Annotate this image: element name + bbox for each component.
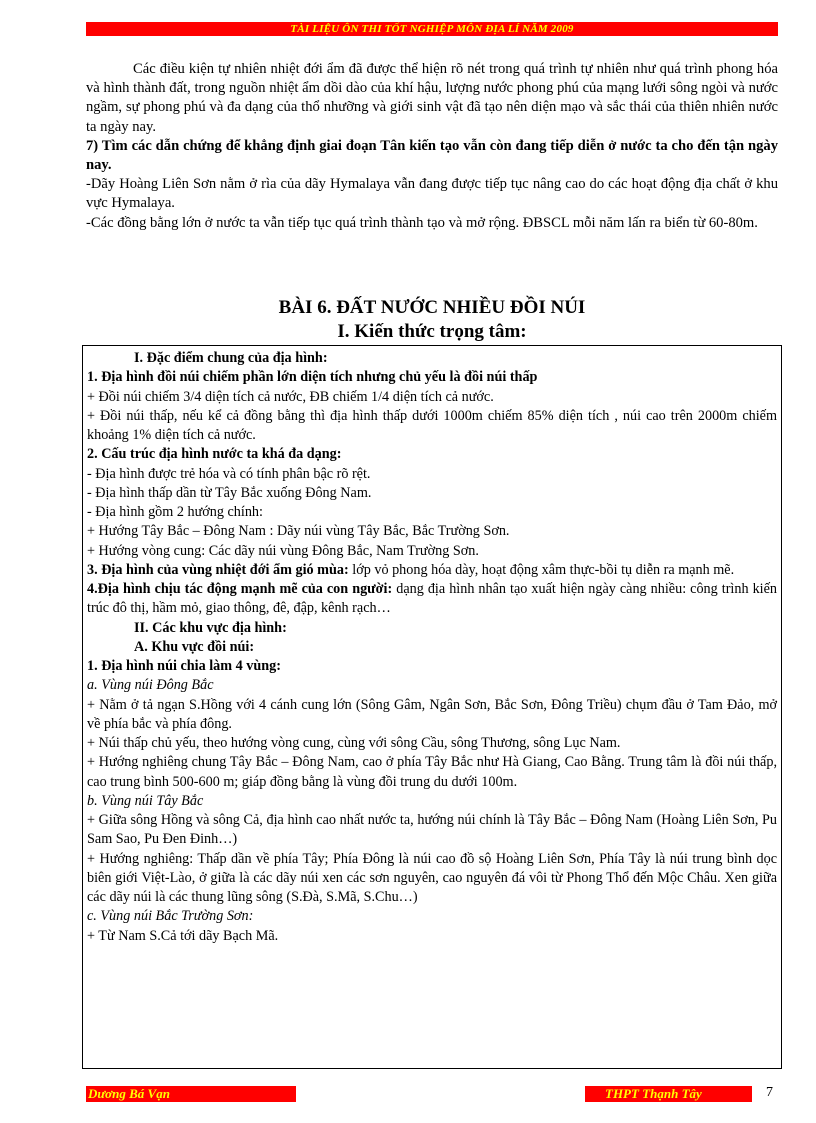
heading-mountain-area: A. Khu vực đồi núi: <box>134 638 255 655</box>
text-line: + Hướng Tây Bắc – Đông Nam : Dãy núi vùng Tây Bắc, Bắc Trường Sơn. <box>87 523 510 540</box>
section-title: I. Kiến thức trọng tâm: <box>337 321 527 342</box>
heading-four-regions: 1. Địa hình núi chia làm 4 vùng: <box>87 658 281 674</box>
header-bar <box>86 22 778 36</box>
intro-section <box>86 60 778 233</box>
heading-regions: II. Các khu vực địa hình: <box>134 619 287 636</box>
answer-line-1: -Dãy Hoàng Liên Sơn nằm ở rìa của dãy Hymalaya vẫn đang được tiếp tục nâng cao do các hoạt động địa chất ở khu vực Hymalaya. <box>86 176 778 212</box>
heading-general: I. Đặc điểm chung của địa hình: <box>134 350 328 366</box>
text-line: + Nằm ở tả ngạn S.Hồng với 4 cánh cung lớn (Sông Gâm, Ngân Sơn, Bắc Sơn, Đông Triều) chụm đầu ở Tam Đảo, mở về phía bắc và phía đông. <box>87 696 777 732</box>
subheading-bac-truong-son: c. Vùng núi Bắc Trường Sơn: <box>87 908 254 925</box>
page-number: 7 <box>766 1085 773 1100</box>
question-7: 7) Tìm các dẫn chứng để khẳng định giai đoạn Tân kiến tạo vẫn còn đang tiếp diễn ở nước ta cho đến tận ngày nay. <box>86 137 778 174</box>
content-box <box>82 345 782 1069</box>
subheading-tay-bac: b. Vùng núi Tây Bắc <box>87 792 204 809</box>
intro-paragraph: Các điều kiện tự nhiên nhiệt đới ẩm đã được thể hiện rõ nét trong quá trình tự nhiên như quá trình phong hóa và hình thành đất, trong nguồn nhiệt ẩm dồi dào của khí hậu, lượng nước phong phú của mạng lưới sông ngòi và nước ngầm, sự phong phú và đa dạng của thổ nhưỡng và giới sinh vật đã tạo nên diện mạo và sắc thái của thiên nhiên nước ta ngày nay. <box>86 61 778 135</box>
header-title: TÀI LIỆU ÔN THI TỐT NGHIỆP MÔN ĐỊA LÍ NĂM 2009 <box>290 23 574 35</box>
text-line: + Đồi núi chiếm 3/4 diện tích cả nước, ĐB chiếm 1/4 diện tích cả nước. <box>87 388 494 405</box>
footer-author: Dương Bá Vạn <box>88 1086 170 1101</box>
text-line: + Núi thấp chủ yếu, theo hướng vòng cung, cùng với sông Cầu, sông Thương, sông Lục Nam. <box>87 735 621 751</box>
heading-3: 3. Địa hình của vùng nhiệt đới ẩm gió mùa: <box>87 561 349 578</box>
footer-school-bar <box>585 1086 752 1102</box>
lesson-title: BÀI 6. ĐẤT NƯỚC NHIỀU ĐỒI NÚI <box>278 297 586 318</box>
text-line: - Địa hình thấp dần từ Tây Bắc xuống Đông Nam. <box>87 484 372 501</box>
text-line: + Hướng vòng cung: Các dãy núi vùng Đông Bắc, Nam Trường Sơn. <box>87 542 479 559</box>
text-3: lớp vỏ phong hóa dày, hoạt động xâm thực-bồi tụ diễn ra mạnh mẽ. <box>348 561 735 578</box>
footer-school: THPT Thạnh Tây <box>605 1086 702 1101</box>
answer-line-2: -Các đồng bằng lớn ở nước ta vẫn tiếp tục quá trình thành tạo và mở rộng. ĐBSCL mỗi năm lấn ra biển từ 60-80m. <box>86 214 758 231</box>
heading-1: 1. Địa hình đồi núi chiếm phần lớn diện tích nhưng chủ yếu là đồi núi thấp <box>87 369 538 386</box>
heading-4: 4.Địa hình chịu tác động mạnh mẽ của con người: <box>87 581 393 597</box>
footer-author-bar <box>86 1086 296 1102</box>
text-line: + Hướng nghiêng chung Tây Bắc – Đông Nam, cao ở phía Tây Bắc như Hà Giang, Cao Bằng. Trung tâm là đồi núi thấp, cao trung bình 500-600 m; giáp đồng bằng là vùng đồi trung du dưới 100m. <box>87 754 777 790</box>
text-line: + Từ Nam S.Cả tới dãy Bạch Mã. <box>87 927 279 944</box>
text-line: - Địa hình gồm 2 hướng chính: <box>87 504 263 520</box>
text-line: + Đồi núi thấp, nếu kể cả đồng bằng thì địa hình thấp dưới 1000m chiếm 85% diện tích , núi cao trên 2000m chiếm khoảng 1% diện tích cả nước. <box>87 407 777 443</box>
text-line: + Hướng nghiêng: Thấp dần về phía Tây; Phía Đông là núi cao đồ sộ Hoàng Liên Sơn, Phía Tây là núi trung bình dọc biên giới Việt-Lào, ở giữa là các dãy núi xen các sơn nguyên, cao nguyên đá vôi từ Phong Thổ đến Mộc Châu. Xen giữa các dãy núi là các thung lũng sông (S.Đà, S.Mã, S.Chu…) <box>87 850 777 905</box>
subheading-dong-bac: a. Vùng núi Đông Bắc <box>87 677 214 694</box>
text-line: + Giữa sông Hồng và sông Cả, địa hình cao nhất nước ta, hướng núi chính là Tây Bắc – Đông Nam (Hoàng Liên Sơn, Pu Sam Sao, Pu Đen Đinh…) <box>87 812 777 848</box>
text-line-4 <box>87 580 777 619</box>
heading-2: 2. Cấu trúc địa hình nước ta khá đa dạng: <box>87 446 342 463</box>
text-line-3 <box>87 561 777 580</box>
text-4: dạng địa hình nhân tạo xuất hiện ngày càng nhiều: công trình kiến trúc đô thị, hầm mỏ, giao thông, đê, đập, kênh rạch… <box>87 581 777 617</box>
text-line: - Địa hình được trẻ hóa và có tính phân bậc rõ rệt. <box>87 465 371 482</box>
